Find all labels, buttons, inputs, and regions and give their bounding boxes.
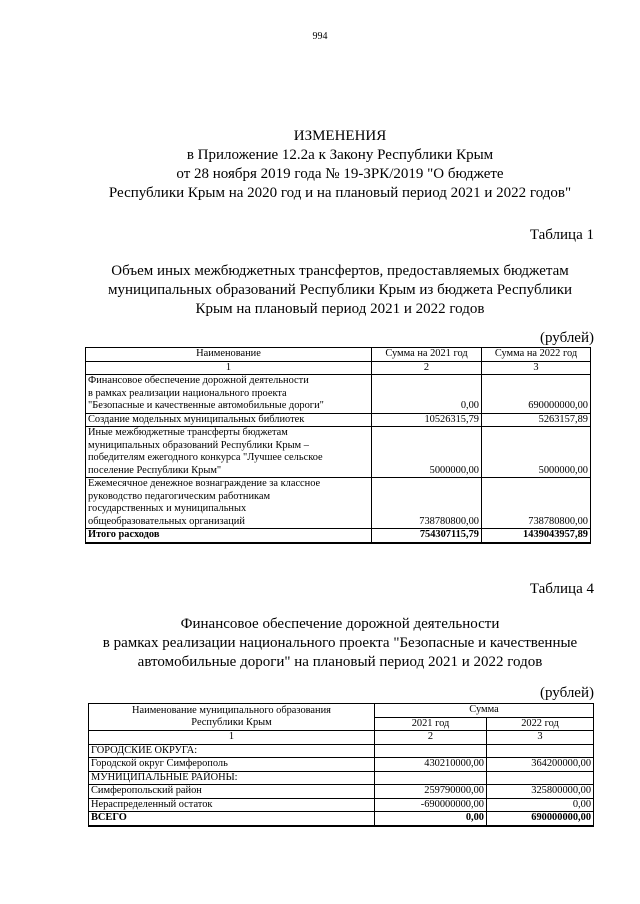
table-row xyxy=(86,478,591,529)
row-name: Ежемесячное денежное вознаграждение за классное руководство педагогическим работникам государственных и муниципальных общеобразовательных организаций xyxy=(86,478,372,529)
column-number-row xyxy=(86,361,591,375)
table-row xyxy=(89,798,594,812)
total-label: Итого расходов xyxy=(86,529,372,543)
value-2021: 5000000,00 xyxy=(372,427,482,478)
column-header: Сумма на 2022 год xyxy=(482,348,591,362)
table4-label: Таблица 4 xyxy=(529,581,594,597)
row-name: Нераспределенный остаток xyxy=(89,798,375,812)
value-2022 xyxy=(487,771,594,785)
table4-title-line: Финансовое обеспечение дорожной деятельности xyxy=(180,616,500,632)
page-number: 994 xyxy=(312,31,328,42)
value-2022 xyxy=(487,744,594,758)
table4-title-line: в рамках реализации национального проекта "Безопасные и качественные xyxy=(102,635,578,651)
table1 xyxy=(85,347,591,544)
total-2022: 1439043957,89 xyxy=(482,529,591,543)
heading-line: от 28 ноября 2019 года № 19-ЗРК/2019 "О бюджете xyxy=(176,166,504,182)
value-2021: 259790000,00 xyxy=(375,785,487,799)
table1-title xyxy=(80,262,600,319)
value-2021: 738780800,00 xyxy=(372,478,482,529)
table-header-row xyxy=(86,348,591,362)
value-2021: 430210000,00 xyxy=(375,758,487,772)
value-2022: 690000000,00 xyxy=(482,375,591,414)
value-2021: 0,00 xyxy=(372,375,482,414)
table1-title-line: Объем иных межбюджетных трансфертов, предоставляемых бюджетам xyxy=(111,263,569,279)
row-name: Городской округ Симферополь xyxy=(89,758,375,772)
table-row xyxy=(89,771,594,785)
value-2021: -690000000,00 xyxy=(375,798,487,812)
total-row xyxy=(89,812,594,826)
heading-line: ИЗМЕНЕНИЯ xyxy=(293,128,387,144)
table1-label: Таблица 1 xyxy=(529,227,594,243)
column-header: Сумма xyxy=(375,704,594,718)
value-2021 xyxy=(375,744,487,758)
table-header-row xyxy=(89,704,594,718)
row-name: ГОРОДСКИЕ ОКРУГА: xyxy=(89,744,375,758)
column-header: 2021 год xyxy=(375,717,487,731)
table-row xyxy=(89,785,594,799)
row-name: МУНИЦИПАЛЬНЫЕ РАЙОНЫ: xyxy=(89,771,375,785)
value-2021: 10526315,79 xyxy=(372,413,482,427)
total-2021: 0,00 xyxy=(375,812,487,826)
table1-title-line: Крым на плановый период 2021 и 2022 годов xyxy=(195,301,485,317)
column-header: Наименование муниципального образования Республики Крым xyxy=(89,704,375,731)
table4-title xyxy=(80,615,600,672)
table-row xyxy=(89,744,594,758)
total-2022: 690000000,00 xyxy=(487,812,594,826)
column-number-row xyxy=(89,731,594,745)
column-number: 2 xyxy=(375,731,487,745)
total-row xyxy=(86,529,591,543)
column-header: 2022 год xyxy=(487,717,594,731)
column-header: Сумма на 2021 год xyxy=(372,348,482,362)
document-heading xyxy=(60,127,620,203)
total-label: ВСЕГО xyxy=(89,812,375,826)
column-number: 3 xyxy=(487,731,594,745)
value-2022: 0,00 xyxy=(487,798,594,812)
value-2022: 738780800,00 xyxy=(482,478,591,529)
row-name: Создание модельных муниципальных библиотек xyxy=(86,413,372,427)
table4-unit: (рублей) xyxy=(539,685,594,701)
value-2022: 325800000,00 xyxy=(487,785,594,799)
heading-line: Республики Крым на 2020 год и на плановый период 2021 и 2022 годов" xyxy=(108,185,572,201)
value-2022: 364200000,00 xyxy=(487,758,594,772)
column-number: 1 xyxy=(86,361,372,375)
row-name: Симферопольский район xyxy=(89,785,375,799)
column-number: 2 xyxy=(372,361,482,375)
value-2021 xyxy=(375,771,487,785)
total-2021: 754307115,79 xyxy=(372,529,482,543)
table-row xyxy=(86,413,591,427)
table1-title-line: муниципальных образований Республики Крым из бюджета Республики xyxy=(107,282,573,298)
table-row xyxy=(89,758,594,772)
table4 xyxy=(88,703,594,827)
table4-title-line: автомобильные дороги" на плановый период 2021 и 2022 годов xyxy=(137,654,543,670)
row-name: Иные межбюджетные трансферты бюджетам муниципальных образований Республики Крым – победителям ежегодного конкурса "Лучшее сельское поселение Республики Крым" xyxy=(86,427,372,478)
table-row xyxy=(86,427,591,478)
row-name: Финансовое обеспечение дорожной деятельности в рамках реализации национального проекта "Безопасные и качественные автомобильные дороги" xyxy=(86,375,372,414)
heading-line: в Приложение 12.2а к Закону Республики Крым xyxy=(186,147,494,163)
value-2022: 5263157,89 xyxy=(482,413,591,427)
column-number: 1 xyxy=(89,731,375,745)
column-header: Наименование xyxy=(86,348,372,362)
column-number: 3 xyxy=(482,361,591,375)
value-2022: 5000000,00 xyxy=(482,427,591,478)
table-row xyxy=(86,375,591,414)
table1-unit: (рублей) xyxy=(539,330,594,346)
